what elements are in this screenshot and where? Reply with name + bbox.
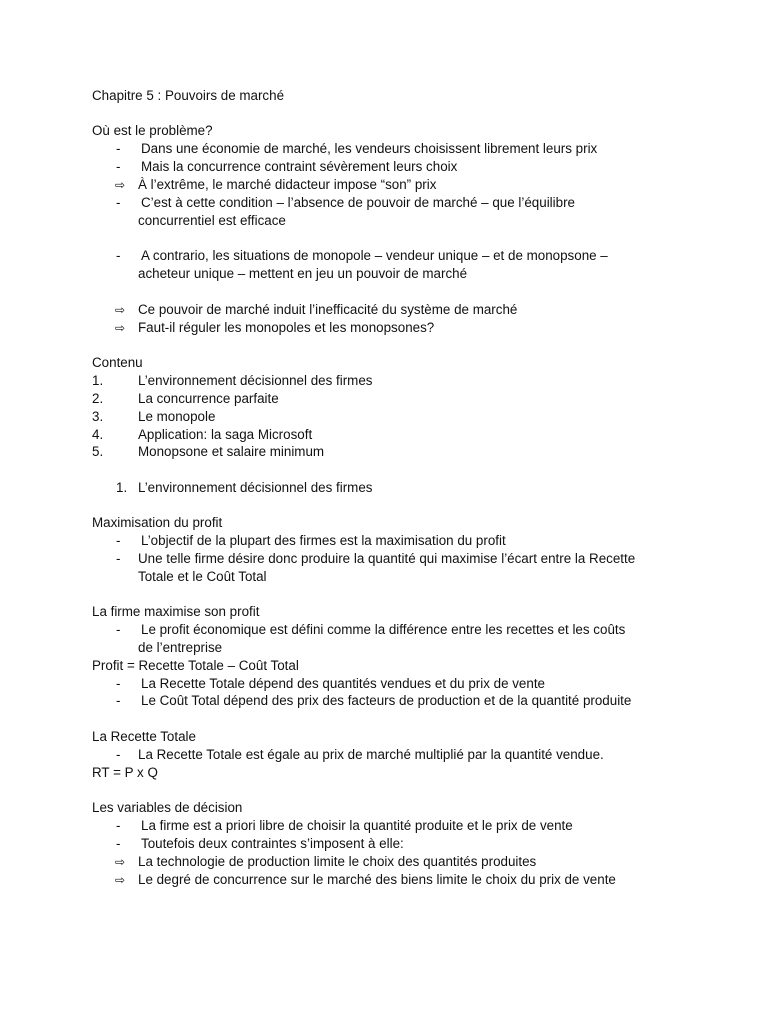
dash-marker: -	[116, 141, 121, 156]
list-item: La technologie de production limite le choix des quantités produites	[138, 854, 537, 869]
list-item: Faut-il réguler les monopoles et les monopsones?	[138, 320, 435, 335]
list-item: La concurrence parfaite	[138, 391, 279, 406]
list-item-continuation: acheteur unique – mettent en jeu un pouvoir de marché	[138, 266, 468, 281]
dash-marker: -	[116, 818, 121, 833]
list-item: C’est à cette condition – l’absence de pouvoir de marché – que l’équilibre	[141, 195, 575, 210]
heading-recette: La Recette Totale	[92, 729, 196, 744]
dash-marker: -	[116, 836, 121, 851]
rt-formula: RT = P x Q	[92, 765, 158, 780]
list-item: Le monopole	[138, 409, 216, 424]
list-item: La firme est a priori libre de choisir la quantité produite et le prix de vente	[141, 818, 573, 833]
list-item-continuation: concurrentiel est efficace	[138, 213, 286, 228]
list-item: La Recette Totale dépend des quantités vendues et du prix de vente	[141, 676, 545, 691]
section-heading: L’environnement décisionnel des firmes	[138, 480, 373, 495]
list-item: L’environnement décisionnel des firmes	[138, 373, 373, 388]
dash-marker: -	[116, 195, 121, 210]
list-item: Mais la concurrence contraint sévèrement leurs choix	[141, 159, 458, 174]
dash-marker: -	[116, 533, 121, 548]
dash-marker: -	[116, 676, 121, 691]
list-item: Une telle firme désire donc produire la quantité qui maximise l’écart entre la Recette	[138, 551, 636, 566]
list-item: Ce pouvoir de marché induit l’inefficacité du système de marché	[138, 302, 518, 317]
section-number: 1.	[116, 480, 128, 495]
arrow-icon: ⇨	[115, 321, 126, 335]
list-item: Toutefois deux contraintes s’imposent à elle:	[141, 836, 404, 851]
arrow-icon: ⇨	[115, 178, 126, 192]
heading-variables: Les variables de décision	[92, 800, 243, 815]
heading-probleme: Où est le problème?	[92, 123, 213, 138]
list-number: 2.	[92, 391, 104, 406]
list-item: A contrario, les situations de monopole – vendeur unique – et de monopsone –	[141, 248, 608, 263]
list-item: La Recette Totale est égale au prix de marché multiplié par la quantité vendue.	[138, 747, 604, 762]
dash-marker: -	[116, 693, 121, 708]
heading-contenu: Contenu	[92, 355, 143, 370]
dash-marker: -	[116, 248, 121, 263]
list-number: 3.	[92, 409, 104, 424]
list-item: Le degré de concurrence sur le marché des biens limite le choix du prix de vente	[138, 872, 616, 887]
list-item: Application: la saga Microsoft	[138, 427, 313, 442]
arrow-icon: ⇨	[115, 873, 126, 887]
dash-marker: -	[116, 747, 121, 762]
list-number: 5.	[92, 444, 104, 459]
dash-marker: -	[116, 551, 121, 566]
list-item: L’objectif de la plupart des firmes est la maximisation du profit	[141, 533, 506, 548]
dash-marker: -	[116, 622, 121, 637]
list-item: Dans une économie de marché, les vendeurs choisissent librement leurs prix	[141, 141, 598, 156]
arrow-icon: ⇨	[115, 855, 126, 869]
list-number: 1.	[92, 373, 104, 388]
heading-firme: La firme maximise son profit	[92, 604, 260, 619]
list-item-continuation: Totale et le Coût Total	[138, 569, 267, 584]
list-number: 4.	[92, 427, 104, 442]
list-item-continuation: de l’entreprise	[138, 640, 223, 655]
list-item: Monopsone et salaire minimum	[138, 444, 325, 459]
list-item: Le Coût Total dépend des prix des facteurs de production et de la quantité produite	[141, 693, 632, 708]
profit-formula: Profit = Recette Totale – Coût Total	[92, 658, 299, 673]
list-item: À l’extrême, le marché didacteur impose “son” prix	[138, 177, 437, 192]
page-title: Chapitre 5 : Pouvoirs de marché	[92, 88, 285, 103]
dash-marker: -	[116, 159, 121, 174]
heading-maximisation: Maximisation du profit	[92, 515, 223, 530]
list-item: Le profit économique est défini comme la différence entre les recettes et les coûts	[141, 622, 626, 637]
arrow-icon: ⇨	[115, 303, 126, 317]
